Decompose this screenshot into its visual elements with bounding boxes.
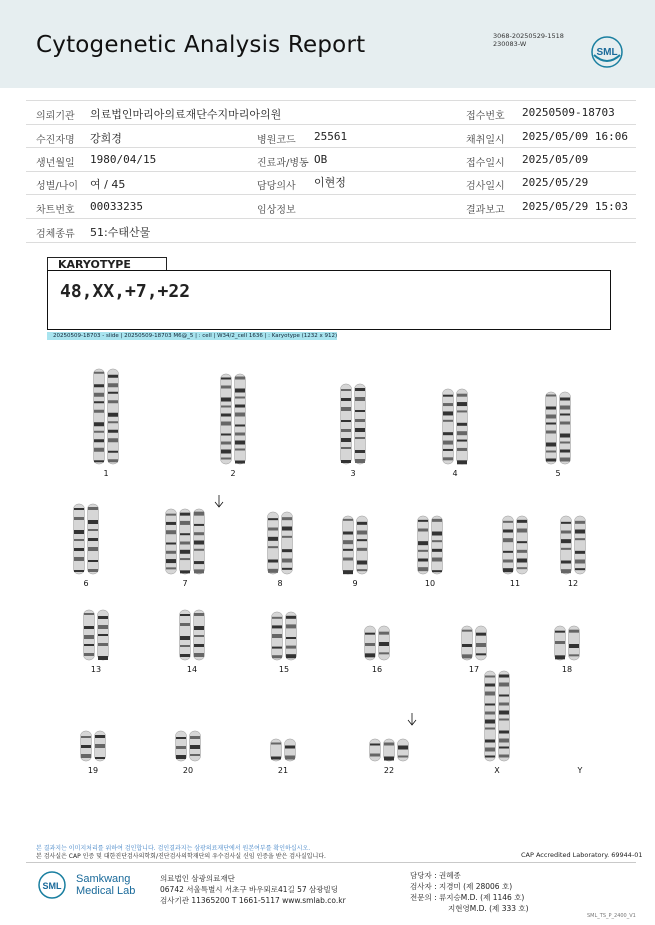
chromosome-11 — [517, 516, 528, 574]
chromosome-label-11: 11 — [509, 579, 521, 588]
doctor-value: 이현정 — [314, 176, 346, 189]
sex-age-value: 여 / 45 — [90, 178, 126, 191]
chromosome-label-1: 1 — [103, 469, 109, 478]
chromosome-20 — [176, 731, 187, 761]
chromosome-label-13: 13 — [90, 665, 102, 674]
chromosome-label-12: 12 — [567, 579, 579, 588]
org-address: 06742 서울특별시 서초구 바우뫼로41길 57 삼광빌딩 — [160, 885, 339, 894]
chromosome-label-14: 14 — [186, 665, 198, 674]
svg-text:SML: SML — [42, 881, 62, 891]
chromosome-label-21: 21 — [277, 766, 289, 775]
chromosome-12 — [561, 516, 572, 574]
chromosome-18 — [569, 626, 580, 660]
sex-age-label: 성별/나이 — [36, 181, 79, 192]
brand-line-2: Medical Lab — [76, 885, 136, 897]
chromosome-19 — [95, 731, 106, 761]
chromosome-7 — [194, 509, 205, 574]
receipt-date-label: 접수일시 — [466, 158, 505, 169]
chromosome-label-16: 16 — [371, 665, 383, 674]
report-value: 2025/05/29 15:03 — [522, 200, 628, 213]
chart-label: 차트번호 — [36, 205, 75, 216]
staff-examiner: 검사자 : 지경미 (제 28006 호) — [410, 882, 513, 891]
doctor-label: 담당의사 — [257, 181, 296, 192]
chromosome-2 — [235, 374, 246, 464]
clinical-label: 임상정보 — [257, 205, 296, 216]
report-title: Cytogenetic Analysis Report — [36, 32, 366, 58]
sml-logo-icon — [590, 35, 624, 69]
dept-label: 진료과/병동 — [257, 158, 309, 169]
chromosome-8 — [268, 512, 279, 574]
chromosome-label-18: 18 — [561, 665, 573, 674]
chromosome-20 — [190, 731, 201, 761]
chromosome-label-6: 6 — [83, 579, 89, 588]
staff-signatures — [410, 870, 529, 914]
svg-text:SML: SML — [596, 47, 618, 58]
receipt-no-value: 20250509-18703 — [522, 106, 615, 119]
chromosome-22 — [370, 739, 381, 761]
dob-label: 생년월일 — [36, 158, 75, 169]
chromosome-10 — [418, 516, 429, 574]
chromosome-2 — [221, 374, 232, 464]
organization-info — [160, 873, 346, 906]
chromosome-14 — [180, 610, 191, 660]
chromosome-13 — [84, 610, 95, 660]
chromosome-3 — [355, 384, 366, 464]
chromosome-label-5: 5 — [555, 469, 561, 478]
chromosome-13 — [98, 610, 109, 660]
chromosome-label-10: 10 — [424, 579, 436, 588]
karyotype-tab: KARYOTYPE — [47, 257, 167, 271]
chromosome-22 — [384, 739, 395, 761]
report-header — [0, 0, 655, 88]
patient-label: 수진자명 — [36, 135, 75, 146]
org-contact: 검사기관 11365200 T 1661-5117 www.smlab.co.kr — [160, 896, 346, 905]
specimen-value: 51:수태산물 — [90, 226, 151, 239]
chromosome-9 — [343, 516, 354, 574]
chromosome-label-9: 9 — [352, 579, 358, 588]
marker-arrow-icon — [215, 495, 223, 507]
chromosome-label-Y: Y — [577, 766, 583, 775]
patient-value: 강희경 — [90, 132, 122, 145]
chromosome-7 — [180, 509, 191, 574]
org-name: 의료법인 삼광의료재단 — [160, 874, 235, 883]
chromosome-21 — [285, 739, 296, 761]
samkwang-logo-icon — [36, 870, 76, 902]
chromosome-5 — [560, 392, 571, 464]
chromosome-17 — [462, 626, 473, 660]
chart-value: 00033235 — [90, 200, 143, 213]
chromosome-label-20: 20 — [182, 766, 194, 775]
receipt-no-label: 접수번호 — [466, 111, 505, 122]
institution-label: 의뢰기관 — [36, 111, 75, 122]
receipt-date-value: 2025/05/09 — [522, 153, 589, 166]
staff-manager: 담당자 : 권혜종 — [410, 871, 461, 880]
report-label: 결과보고 — [466, 205, 505, 216]
chromosome-15 — [286, 612, 297, 660]
disclaimer-note: 본 결과지는 이미지처리를 위하여 검인합니다. 검인결과지는 삼광의료재단에서 원본여부를 확인하십시오. — [36, 845, 311, 852]
chromosome-1 — [108, 369, 119, 464]
chromosome-14 — [194, 610, 205, 660]
specimen-label: 검체종류 — [36, 229, 75, 240]
staff-specialist-2: 지현영M.D. (제 333 호) — [448, 904, 529, 913]
chromosome-label-3: 3 — [350, 469, 356, 478]
chromosome-8 — [282, 512, 293, 574]
chromosome-X — [499, 671, 510, 761]
chromosome-label-7: 7 — [182, 579, 188, 588]
chromosome-7 — [166, 509, 177, 574]
karyotype-result-box — [47, 270, 611, 330]
chromosome-4 — [443, 389, 454, 464]
chromosome-18 — [555, 626, 566, 660]
chromosome-6 — [74, 504, 85, 574]
accreditation-note: 본 검사실은 CAP 인증 및 대한진단검사의학회/진단검사의학재단의 우수검사실 신임 인증을 받은 검사실입니다. — [36, 853, 326, 860]
chromosome-1 — [94, 369, 105, 464]
chromosome-label-4: 4 — [452, 469, 458, 478]
slide-info-bar: 20250509-18703 - slide | 20250509-18703 M6@_5 | : cell | W34/2_cell 1636 | : Karyotype (1232 x 912) — [47, 332, 337, 340]
karyotype-result: 48,XX,+7,+22 — [60, 281, 191, 302]
collection-label: 채취일시 — [466, 135, 505, 146]
chromosome-21 — [271, 739, 282, 761]
chromosome-4 — [457, 389, 468, 464]
dob-value: 1980/04/15 — [90, 153, 157, 166]
chromosome-5 — [546, 392, 557, 464]
brand-line-1: Samkwang — [76, 873, 131, 885]
institution-value: 의료법인마리아의료재단수지마리아의원 — [90, 108, 282, 121]
chromosome-label-22: 22 — [383, 766, 395, 775]
chromosome-22 — [398, 739, 409, 761]
dept-value: OB — [314, 153, 328, 166]
chromosome-16 — [365, 626, 376, 660]
chromosome-10 — [432, 516, 443, 574]
chromosome-9 — [357, 516, 368, 574]
chromosome-label-8: 8 — [277, 579, 283, 588]
chromosome-label-15: 15 — [278, 665, 290, 674]
reference-line-1: 3068-20250529-1518 — [493, 32, 564, 40]
chromosome-12 — [575, 516, 586, 574]
chromosome-label-19: 19 — [87, 766, 99, 775]
chromosome-label-2: 2 — [230, 469, 236, 478]
exam-date-value: 2025/05/29 — [522, 176, 589, 189]
chromosome-19 — [81, 731, 92, 761]
chromosome-X — [485, 671, 496, 761]
chromosome-15 — [272, 612, 283, 660]
chromosome-6 — [88, 504, 99, 574]
hospital-code-label: 병원코드 — [257, 135, 296, 146]
chromosome-11 — [503, 516, 514, 574]
hospital-code-value: 25561 — [314, 130, 348, 143]
exam-date-label: 검사일시 — [466, 181, 505, 192]
chromosome-16 — [379, 626, 390, 660]
reference-line-2: 230083-W — [493, 40, 527, 48]
staff-specialist-1: 전문의 : 류지승M.D. (제 1146 호) — [410, 893, 525, 902]
chromosome-17 — [476, 626, 487, 660]
collection-value: 2025/05/09 16:06 — [522, 130, 628, 143]
marker-arrow-icon — [408, 713, 416, 725]
cap-accreditation: CAP Accredited Laboratory. 69944-01 — [521, 851, 643, 859]
chromosome-label-17: 17 — [468, 665, 480, 674]
reference-code — [493, 32, 564, 48]
form-code: SML_TS_P_2400_V1 — [587, 913, 636, 919]
chromosome-label-X: X — [494, 766, 500, 775]
chromosome-3 — [341, 384, 352, 464]
